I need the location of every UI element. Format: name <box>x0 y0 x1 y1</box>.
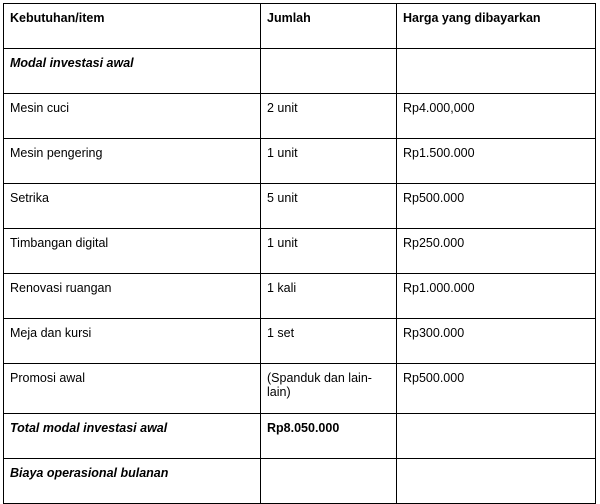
header-quantity: Jumlah <box>261 4 397 49</box>
item-cell: Mesin pengering <box>4 139 261 184</box>
empty-cell <box>397 459 596 504</box>
section-row-initial-investment <box>4 49 596 94</box>
item-cell: Timbangan digital <box>4 229 261 274</box>
price-cell: Rp500.000 <box>397 364 596 414</box>
quantity-cell: 1 set <box>261 319 397 364</box>
table-row <box>4 364 596 414</box>
table-row <box>4 94 596 139</box>
price-cell: Rp300.000 <box>397 319 596 364</box>
cost-table <box>3 3 596 504</box>
quantity-cell: 1 unit <box>261 229 397 274</box>
table-row <box>4 184 596 229</box>
quantity-cell: 2 unit <box>261 94 397 139</box>
price-cell: Rp500.000 <box>397 184 596 229</box>
price-cell: Rp1.500.000 <box>397 139 596 184</box>
item-cell: Setrika <box>4 184 261 229</box>
table-header-row <box>4 4 596 49</box>
total-value: Rp8.050.000 <box>261 414 397 459</box>
empty-cell <box>261 459 397 504</box>
empty-cell <box>397 49 596 94</box>
item-cell: Meja dan kursi <box>4 319 261 364</box>
section-row-monthly-operations <box>4 459 596 504</box>
quantity-cell: (Spanduk dan lain-lain) <box>261 364 397 414</box>
header-price: Harga yang dibayarkan <box>397 4 596 49</box>
table-row <box>4 229 596 274</box>
table-row <box>4 139 596 184</box>
price-cell: Rp1.000.000 <box>397 274 596 319</box>
table-row <box>4 319 596 364</box>
header-item: Kebutuhan/item <box>4 4 261 49</box>
quantity-cell: 1 unit <box>261 139 397 184</box>
quantity-cell: 5 unit <box>261 184 397 229</box>
empty-cell <box>397 414 596 459</box>
section-title: Modal investasi awal <box>4 49 261 94</box>
item-cell: Mesin cuci <box>4 94 261 139</box>
total-row <box>4 414 596 459</box>
price-cell: Rp250.000 <box>397 229 596 274</box>
total-label: Total modal investasi awal <box>4 414 261 459</box>
item-cell: Renovasi ruangan <box>4 274 261 319</box>
empty-cell <box>261 49 397 94</box>
item-cell: Promosi awal <box>4 364 261 414</box>
quantity-cell: 1 kali <box>261 274 397 319</box>
price-cell: Rp4.000,000 <box>397 94 596 139</box>
table-row <box>4 274 596 319</box>
section-title: Biaya operasional bulanan <box>4 459 261 504</box>
